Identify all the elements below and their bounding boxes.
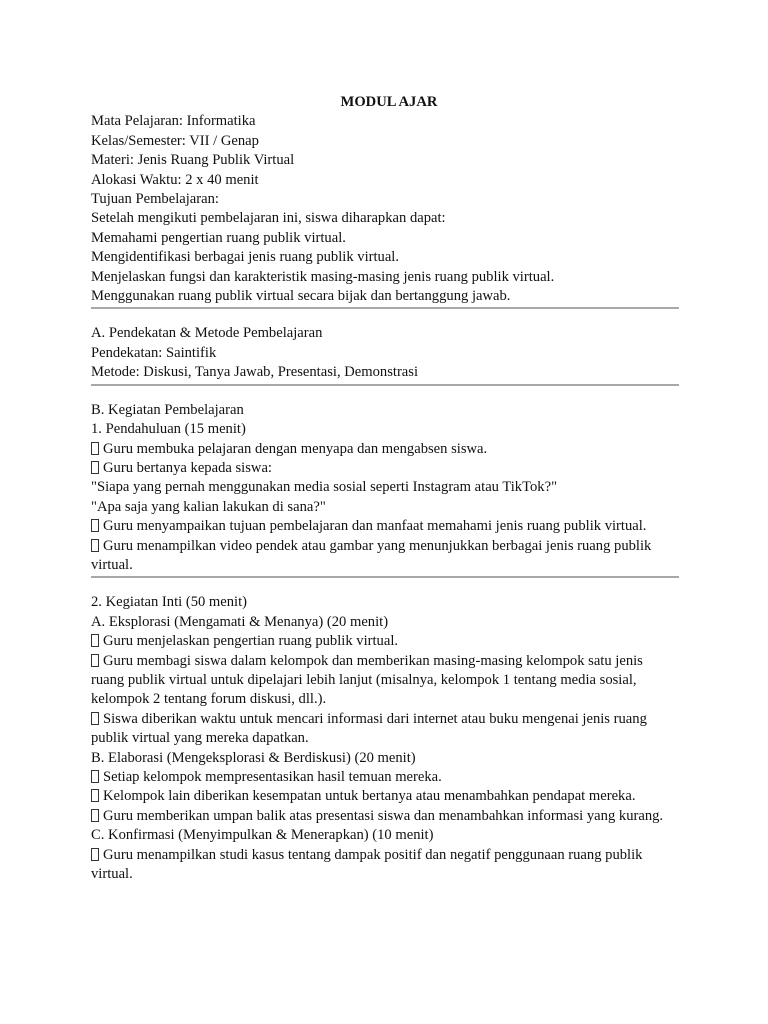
checkbox-glyph-icon (91, 519, 99, 532)
section-heading: 2. Kegiatan Inti (50 menit) (91, 594, 248, 611)
subject-line: Mata Pelajaran: Informatika (91, 113, 256, 130)
section-heading: B. Kegiatan Pembelajaran (91, 401, 244, 418)
section-heading: A. Pendekatan & Metode Pembelajaran (91, 325, 323, 342)
quote-line: "Siapa yang pernah menggunakan media sosial seperti Instagram atau TikTok?" (91, 479, 558, 496)
objective-item: Mengidentifikasi berbagai jenis ruang publik virtual. (91, 249, 400, 266)
list-item: Setiap kelompok mempresentasikan hasil temuan mereka. (91, 768, 679, 787)
document-page (91, 93, 679, 884)
document-title: MODUL AJAR (340, 94, 438, 110)
list-item: Siswa diberikan waktu untuk mencari informasi dari internet atau buku mengenai jenis ruang publik virtual yang mereka dapatkan. (91, 710, 647, 747)
list-item: Guru menyampaikan tujuan pembelajaran dan manfaat memahami jenis ruang publik virtual. (91, 517, 679, 536)
quote-line: "Apa saja yang kalian lakukan di sana?" (91, 498, 326, 515)
section-activities (91, 401, 679, 576)
list-item: Kelompok lain diberikan kesempatan untuk bertanya atau menambahkan pendapat mereka. (91, 787, 679, 806)
subsection-heading: 1. Pendahuluan (15 menit) (91, 421, 246, 438)
checkbox-glyph-icon (91, 442, 99, 455)
list-item: Guru memberikan umpan balik atas presentasi siswa dan menambahkan informasi yang kurang. (91, 807, 679, 826)
checkbox-glyph-icon (91, 848, 99, 861)
objective-item: Menjelaskan fungsi dan karakteristik masing-masing jenis ruang publik virtual. (91, 268, 555, 285)
approach-line: Pendekatan: Saintifik (91, 344, 217, 361)
objective-item: Memahami pengertian ruang publik virtual. (91, 229, 346, 246)
checkbox-glyph-icon (91, 634, 99, 647)
list-item: Guru menjelaskan pengertian ruang publik virtual. (91, 632, 679, 651)
checkbox-glyph-icon (91, 809, 99, 822)
list-item: Guru bertanya kepada siswa: (91, 459, 679, 478)
objectives-intro: Setelah mengikuti pembelajaran ini, siswa diharapkan dapat: (91, 210, 446, 227)
list-item: Guru menampilkan video pendek atau gambar yang menunjukkan berbagai jenis ruang publik virtual. (91, 537, 652, 573)
class-semester-line: Kelas/Semester: VII / Genap (91, 132, 259, 149)
list-item: Guru menampilkan studi kasus tentang dampak positif dan negatif penggunaan ruang publik virtual. (91, 846, 643, 883)
objective-item: Menggunakan ruang publik virtual secara bijak dan bertanggung jawab. (91, 288, 511, 305)
checkbox-glyph-icon (91, 539, 99, 552)
checkbox-glyph-icon (91, 789, 99, 802)
time-allocation-line: Alokasi Waktu: 2 x 40 menit (91, 171, 259, 188)
checkbox-glyph-icon (91, 770, 99, 783)
subsection-heading: A. Eksplorasi (Mengamati & Menanya) (20 menit) (91, 613, 389, 630)
list-item: Guru membagi siswa dalam kelompok dan memberikan masing-masing kelompok satu jenis ruang publik virtual untuk dipelajari lebih lanjut (misalnya, kelompok 1 tentang media sosial, kelompok 2 tentang forum diskusi, dll.). (91, 652, 643, 708)
subsection-heading: B. Elaborasi (Mengeksplorasi & Berdiskusi) (20 menit) (91, 749, 416, 766)
list-item: Guru membuka pelajaran dengan menyapa dan mengabsen siswa. (91, 440, 679, 459)
material-line: Materi: Jenis Ruang Publik Virtual (91, 152, 295, 169)
header-block (91, 112, 679, 306)
checkbox-glyph-icon (91, 712, 99, 725)
objectives-heading: Tujuan Pembelajaran: (91, 191, 219, 208)
checkbox-glyph-icon (91, 654, 99, 667)
section-approach (91, 324, 679, 382)
checkbox-glyph-icon (91, 461, 99, 474)
method-line: Metode: Diskusi, Tanya Jawab, Presentasi, Demonstrasi (91, 364, 419, 381)
section-core (91, 593, 679, 884)
subsection-heading: C. Konfirmasi (Menyimpulkan & Menerapkan) (10 menit) (91, 827, 434, 844)
